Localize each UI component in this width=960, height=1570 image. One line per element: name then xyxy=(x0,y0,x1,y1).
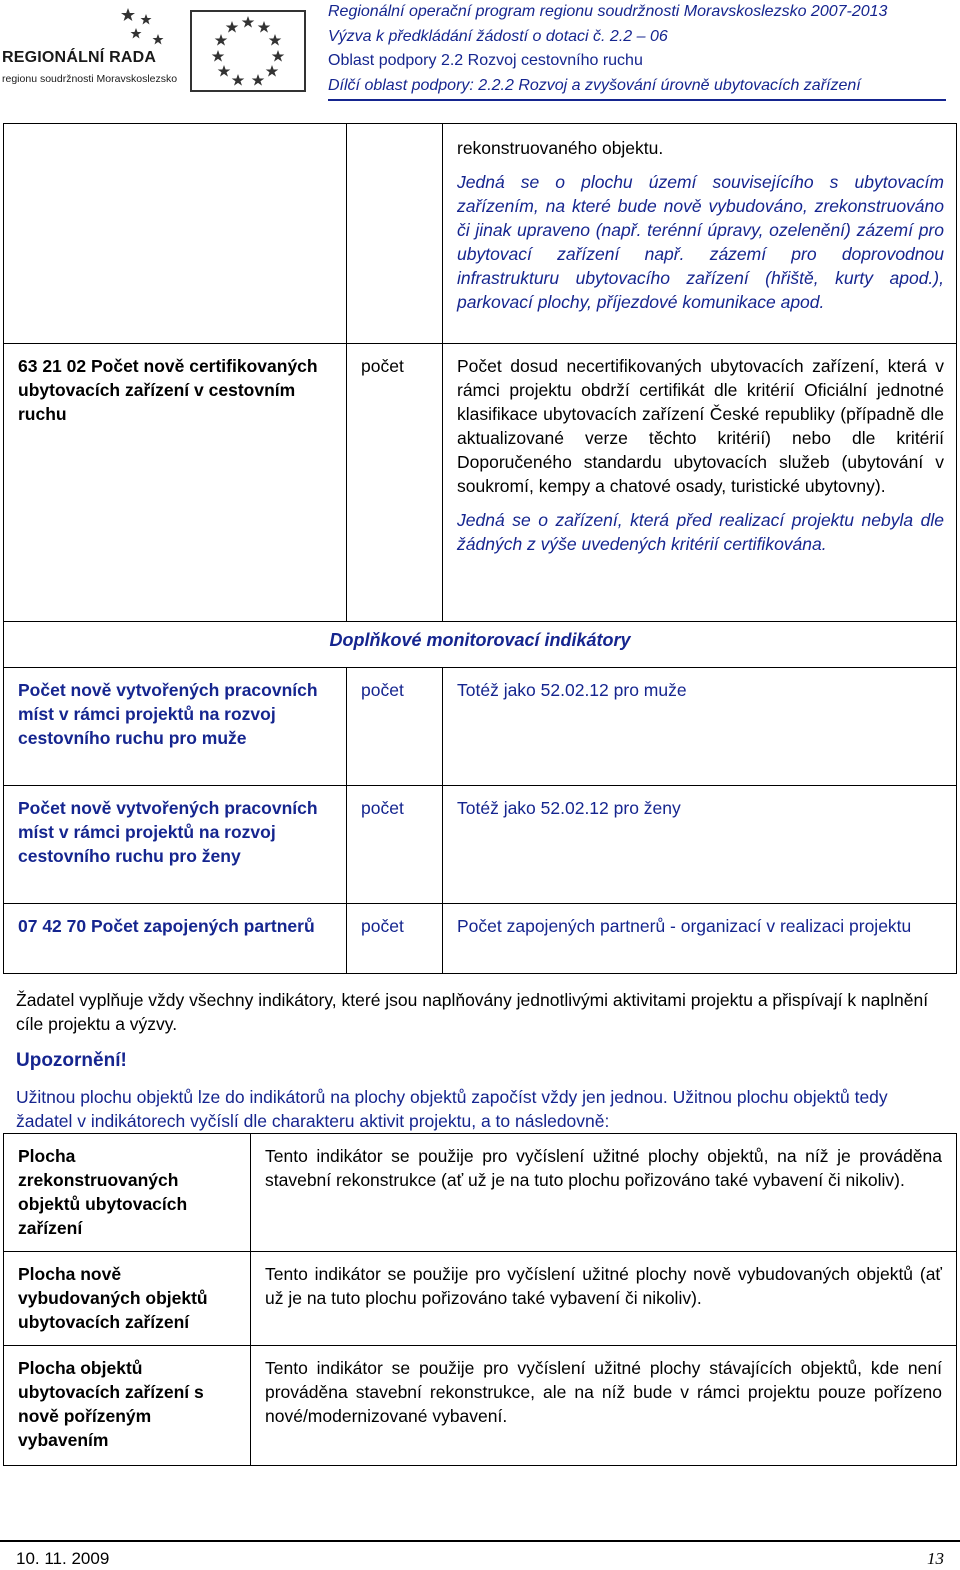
area-desc-cell: Tento indikátor se použije pro vyčíslení užitné plochy nově vybudovaných objektů (ať už je na tuto plochu pořizováno také vybavení či nikoliv). xyxy=(251,1252,957,1346)
desc-paragraph: Počet dosud necertifikovaných ubytovacích zařízení, která v rámci projektu obdrží certifikát dle kritérií Oficiální jednotné klasifikace ubytovacích zařízení České republiky (případně dle aktualizované verze těchto kritérií) nebo dle kritérií Doporučeného standardu ubytovacích služeb (ubytování v soukromí, kempy a chatové osady, turistické ubytovny). xyxy=(457,356,944,496)
usable-area-note: Užitnou plochu objektů lze do indikátorů na plochy objektů započíst vždy jen jednou. Užitnou plochu objektů tedy žadatel v indikátorech vyčíslí dle charakteru aktivit projektu, a to následovně: xyxy=(16,1087,888,1131)
table-row xyxy=(4,1134,957,1252)
applicant-note: Žadatel vyplňuje vždy všechny indikátory, které jsou naplňovány jednotlivými aktivitami projektu a přispívají k naplnění cíle projektu a výzvy. xyxy=(16,990,929,1034)
indicator-unit-cell: počet xyxy=(347,786,443,904)
indicator-unit-cell: počet xyxy=(347,904,443,974)
table-row xyxy=(4,668,957,786)
indicator-name-cell: Počet nově vytvořených pracovních míst v rámci projektů na rozvoj cestovního ruchu pro muže xyxy=(4,668,347,786)
indicator-name-cell xyxy=(4,124,347,344)
support-subarea: Dílčí oblast podpory: 2.2.2 Rozvoj a zvyšování úrovně ubytovacích zařízení xyxy=(328,76,861,94)
indicator-name-cell: 07 42 70 Počet zapojených partnerů xyxy=(4,904,347,974)
footer-date: 10. 11. 2009 xyxy=(16,1549,110,1568)
table-row xyxy=(4,344,957,622)
eu-stars-icon xyxy=(192,12,304,90)
indicator-unit-cell: počet xyxy=(347,344,443,622)
indicator-name-cell: Počet nově vytvořených pracovních míst v rámci projektů na rozvoj cestovního ruchu pro ženy xyxy=(4,786,347,904)
table-row xyxy=(4,1252,957,1346)
indicator-name-cell: 63 21 02 Počet nově certifikovaných ubytovacích zařízení v cestovním ruchu xyxy=(4,344,347,622)
desc-note: Jedná se o zařízení, která před realizací projektu nebyla dle žádných z výše uvedených kritérií certifikována. xyxy=(457,510,944,554)
indicator-unit-cell xyxy=(347,124,443,344)
area-name-cell: Plocha zrekonstruovaných objektů ubytovacích zařízení xyxy=(4,1134,251,1252)
indicator-desc-cell xyxy=(443,124,957,344)
page-header xyxy=(0,0,960,102)
indicator-desc-cell: Totéž jako 52.02.12 pro ženy xyxy=(443,786,957,904)
desc-note: Jedná se o plochu území souvisejícího s ubytovacím zařízením, na které bude nově vybudováno, zrekonstruováno či jinak upraveno (např. terénní úpravy, ozelenění) zázemí pro ubytovací zařízení např. zázemí pro doprovodnou infrastrukturu ubytovacího zařízení (hřiště, kurty apod.), parkovací plochy, příjezdové komunikace apod. xyxy=(457,172,944,312)
table-row xyxy=(4,904,957,974)
header-text xyxy=(328,0,948,98)
support-area: Oblast podpory 2.2 Rozvoj cestovního ruchu xyxy=(328,52,643,69)
indicator-desc-cell: Totéž jako 52.02.12 pro muže xyxy=(443,668,957,786)
indicator-unit-cell: počet xyxy=(347,668,443,786)
eu-flag-logo xyxy=(190,10,306,92)
stars-icon xyxy=(120,8,176,52)
logo-subtitle: regionu soudržnosti Moravskoslezsko xyxy=(2,73,178,85)
section-title: Doplňkové monitorovací indikátory xyxy=(329,630,631,650)
call-title: Výzva k předkládání žádostí o dotaci č. 2.2 – 06 xyxy=(328,27,668,45)
header-divider xyxy=(328,99,946,101)
section-header-cell xyxy=(4,622,957,668)
indicators-table xyxy=(3,123,957,974)
indicator-desc-cell xyxy=(443,344,957,622)
page-number: 13 xyxy=(927,1549,944,1568)
program-title: Regionální operační program regionu soudržnosti Moravskoslezsko 2007-2013 xyxy=(328,3,888,20)
table-row xyxy=(4,124,957,344)
section-header-row xyxy=(4,622,957,668)
table-row xyxy=(4,1346,957,1466)
area-indicators-table xyxy=(3,1133,957,1466)
indicator-desc-cell: Počet zapojených partnerů - organizací v realizaci projektu xyxy=(443,904,957,974)
area-name-cell: Plocha nově vybudovaných objektů ubytovacích zařízení xyxy=(4,1252,251,1346)
regional-council-logo xyxy=(0,0,180,92)
footer-divider xyxy=(0,1540,960,1542)
desc-paragraph: rekonstruovaného objektu. xyxy=(457,138,664,158)
table-row xyxy=(4,786,957,904)
warning-title: Upozornění! xyxy=(16,1050,127,1071)
area-desc-cell: Tento indikátor se použije pro vyčíslení užitné plochy stávajících objektů, kde není prováděna stavební rekonstrukce, ale na níž bude v rámci projektu pouze pořízeno nové/modernizované vybavení. xyxy=(251,1346,957,1466)
logo-title: REGIONÁLNÍ RADA xyxy=(2,49,157,66)
area-name-cell: Plocha objektů ubytovacích zařízení s nově pořízeným vybavením xyxy=(4,1346,251,1466)
area-desc-cell: Tento indikátor se použije pro vyčíslení užitné plochy objektů, na níž je prováděna stavební rekonstrukce (ať už je na tuto plochu pořizováno také vybavení či nikoliv). xyxy=(251,1134,957,1252)
